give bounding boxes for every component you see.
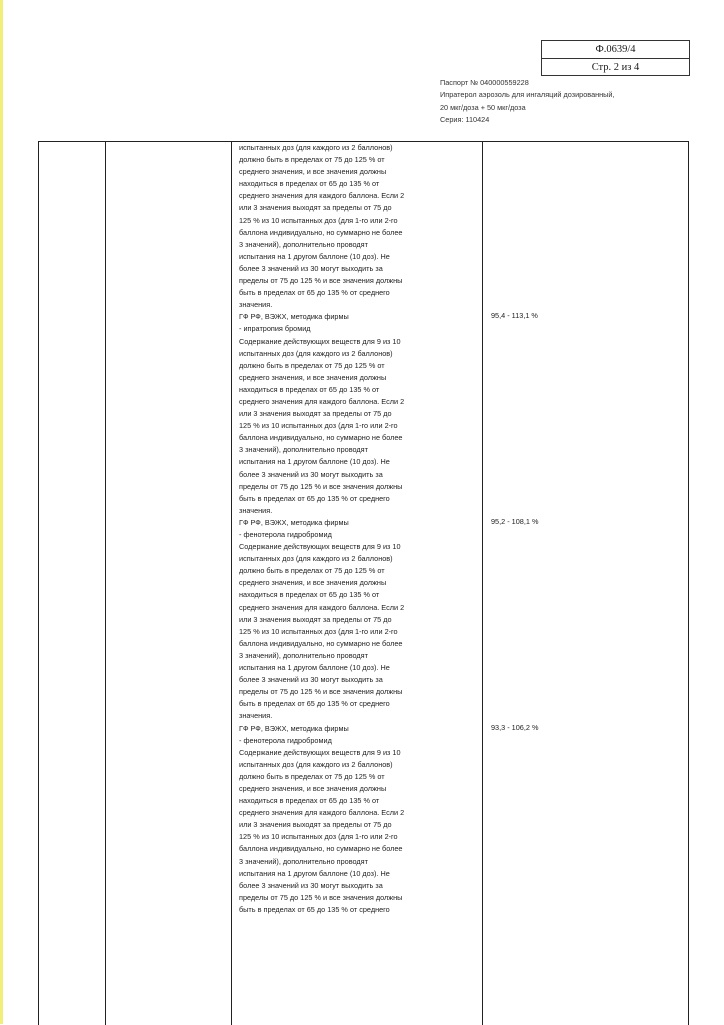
series-number: Серия: 110424	[440, 114, 490, 124]
requirement-text-line: 125 % из 10 испытанных доз (для 1-го или 2-го	[239, 421, 398, 431]
requirement-text-line: испытанных доз (для каждого из 2 баллонов)	[239, 759, 393, 769]
requirement-text-line: находиться в пределах от 65 до 135 % от	[239, 384, 380, 394]
requirement-text-line: или 3 значения выходят за пределы от 75 до	[239, 409, 392, 419]
requirement-text-line: должно быть в пределах от 75 до 125 % от	[239, 360, 385, 370]
requirement-text-line: испытания на 1 другом баллоне (10 доз). Не	[239, 251, 390, 261]
requirement-text-line: быть в пределах от 65 до 135 % от среднего	[239, 493, 390, 503]
requirement-text-line: должно быть в пределах от 75 до 125 % от	[239, 566, 385, 576]
column-divider-2	[231, 142, 232, 1025]
requirement-text-line: Содержание действующих веществ для 9 из 10	[239, 336, 401, 346]
requirement-text-line: быть в пределах от 65 до 135 % от среднего	[239, 904, 390, 914]
form-code: Ф.0639/4	[595, 44, 636, 55]
requirement-text-line: более 3 значений из 30 могут выходить за	[239, 880, 383, 890]
requirement-text-line: находиться в пределах от 65 до 135 % от	[239, 796, 380, 806]
requirement-text-line: ГФ РФ, ВЭЖХ, методика фирмы	[239, 723, 349, 733]
requirement-text-line: пределы от 75 до 125 % и все значения должны	[239, 276, 403, 286]
requirement-text-line: испытанных доз (для каждого из 2 баллонов)	[239, 348, 393, 358]
requirement-text-line: значения.	[239, 505, 273, 515]
requirement-text-line: баллона индивидуально, но суммарно не более	[239, 844, 403, 854]
requirement-text-line: среднего значения для каждого баллона. Если 2	[239, 808, 405, 818]
requirement-text-line: - фенотерола гидробромид	[239, 530, 332, 539]
requirement-text-line: пределы от 75 до 125 % и все значения должны	[239, 892, 403, 902]
requirement-text-line: среднего значения, и все значения должны	[239, 783, 387, 793]
requirement-text-line: быть в пределах от 65 до 135 % от среднего	[239, 699, 390, 709]
requirement-text-line: или 3 значения выходят за пределы от 75 до	[239, 614, 392, 624]
requirement-text-line: 3 значений), дополнительно проводят	[239, 239, 368, 249]
specification-table	[38, 141, 689, 1025]
form-code-box	[541, 40, 690, 76]
product-name-line-1: Ипратерол аэрозоль для ингаляций дозированный,	[440, 90, 615, 100]
requirement-text-line: находиться в пределах от 65 до 135 % от	[239, 179, 380, 189]
requirement-text-line: быть в пределах от 65 до 135 % от среднего	[239, 288, 390, 298]
requirement-text-line: среднего значения для каждого баллона. Если 2	[239, 602, 405, 612]
requirement-text-line: более 3 значений из 30 могут выходить за	[239, 675, 383, 685]
requirement-text-line: среднего значения, и все значения должны	[239, 167, 387, 177]
requirement-text-line: - ипратропия бромид	[239, 324, 311, 334]
passport-header	[440, 77, 710, 126]
requirement-text-line: более 3 значений из 30 могут выходить за	[239, 469, 383, 479]
requirement-text-line: пределы от 75 до 125 % и все значения должны	[239, 481, 403, 491]
requirement-text-line: Содержание действующих веществ для 9 из 10	[239, 542, 401, 552]
passport-number: Паспорт № 040000559228	[440, 78, 529, 87]
product-name-line-2: 20 мкг/доза + 50 мкг/доза	[440, 102, 526, 112]
requirement-text-line: значения.	[239, 300, 273, 310]
requirement-text-line: испытания на 1 другом баллоне (10 доз). Не	[239, 868, 390, 878]
requirement-text-line: или 3 значения выходят за пределы от 75 до	[239, 820, 392, 830]
scan-edge-strip	[0, 0, 3, 1024]
result-value: 93,3 - 106,2 %	[491, 722, 539, 732]
requirement-text-line: баллона индивидуально, но суммарно не более	[239, 638, 403, 648]
requirement-text-line: 3 значений), дополнительно проводят	[239, 445, 368, 455]
result-value: 95,2 - 108,1 %	[491, 517, 539, 527]
column-divider-3	[482, 142, 483, 1025]
requirement-text-line: или 3 значения выходят за пределы от 75 до	[239, 203, 392, 213]
requirement-text-line: пределы от 75 до 125 % и все значения должны	[239, 687, 403, 697]
requirements-column	[239, 142, 479, 916]
requirement-text-line: испытания на 1 другом баллоне (10 доз). Не	[239, 457, 390, 467]
requirement-text-line: - фенотерола гидробромид	[239, 735, 332, 745]
requirement-text-line: баллона индивидуально, но суммарно не более	[239, 433, 403, 443]
requirement-text-line: испытания на 1 другом баллоне (10 доз). Не	[239, 663, 390, 673]
requirement-text-line: испытанных доз (для каждого из 2 баллонов)	[239, 143, 393, 152]
requirement-text-line: должно быть в пределах от 75 до 125 % от	[239, 155, 385, 165]
requirement-text-line: испытанных доз (для каждого из 2 баллонов)	[239, 554, 393, 564]
column-divider-1	[105, 142, 106, 1025]
requirement-text-line: ГФ РФ, ВЭЖХ, методика фирмы	[239, 312, 349, 322]
requirement-text-line: среднего значения, и все значения должны	[239, 578, 387, 588]
requirement-text-line: более 3 значений из 30 могут выходить за	[239, 263, 383, 273]
requirement-text-line: находиться в пределах от 65 до 135 % от	[239, 590, 380, 600]
requirement-text-line: Содержание действующих веществ для 9 из 10	[239, 747, 401, 757]
result-value: 95,4 - 113,1 %	[491, 311, 538, 321]
requirement-text-line: должно быть в пределах от 75 до 125 % от	[239, 771, 385, 781]
requirement-text-line: ГФ РФ, ВЭЖХ, методика фирмы	[239, 517, 349, 527]
page-number: Стр. 2 из 4	[542, 58, 689, 75]
requirement-text-line: 125 % из 10 испытанных доз (для 1-го или 2-го	[239, 832, 398, 842]
requirement-text-line: 125 % из 10 испытанных доз (для 1-го или 2-го	[239, 215, 398, 225]
requirement-text-line: баллона индивидуально, но суммарно не более	[239, 227, 403, 237]
requirement-text-line: 3 значений), дополнительно проводят	[239, 650, 368, 660]
requirement-text-line: 125 % из 10 испытанных доз (для 1-го или 2-го	[239, 626, 398, 636]
requirement-text-line: среднего значения для каждого баллона. Если 2	[239, 396, 405, 406]
requirement-text-line: значения.	[239, 711, 273, 721]
requirement-text-line: среднего значения, и все значения должны	[239, 372, 387, 382]
requirement-text-line: среднего значения для каждого баллона. Если 2	[239, 191, 405, 201]
requirement-text-line: 3 значений), дополнительно проводят	[239, 856, 368, 866]
